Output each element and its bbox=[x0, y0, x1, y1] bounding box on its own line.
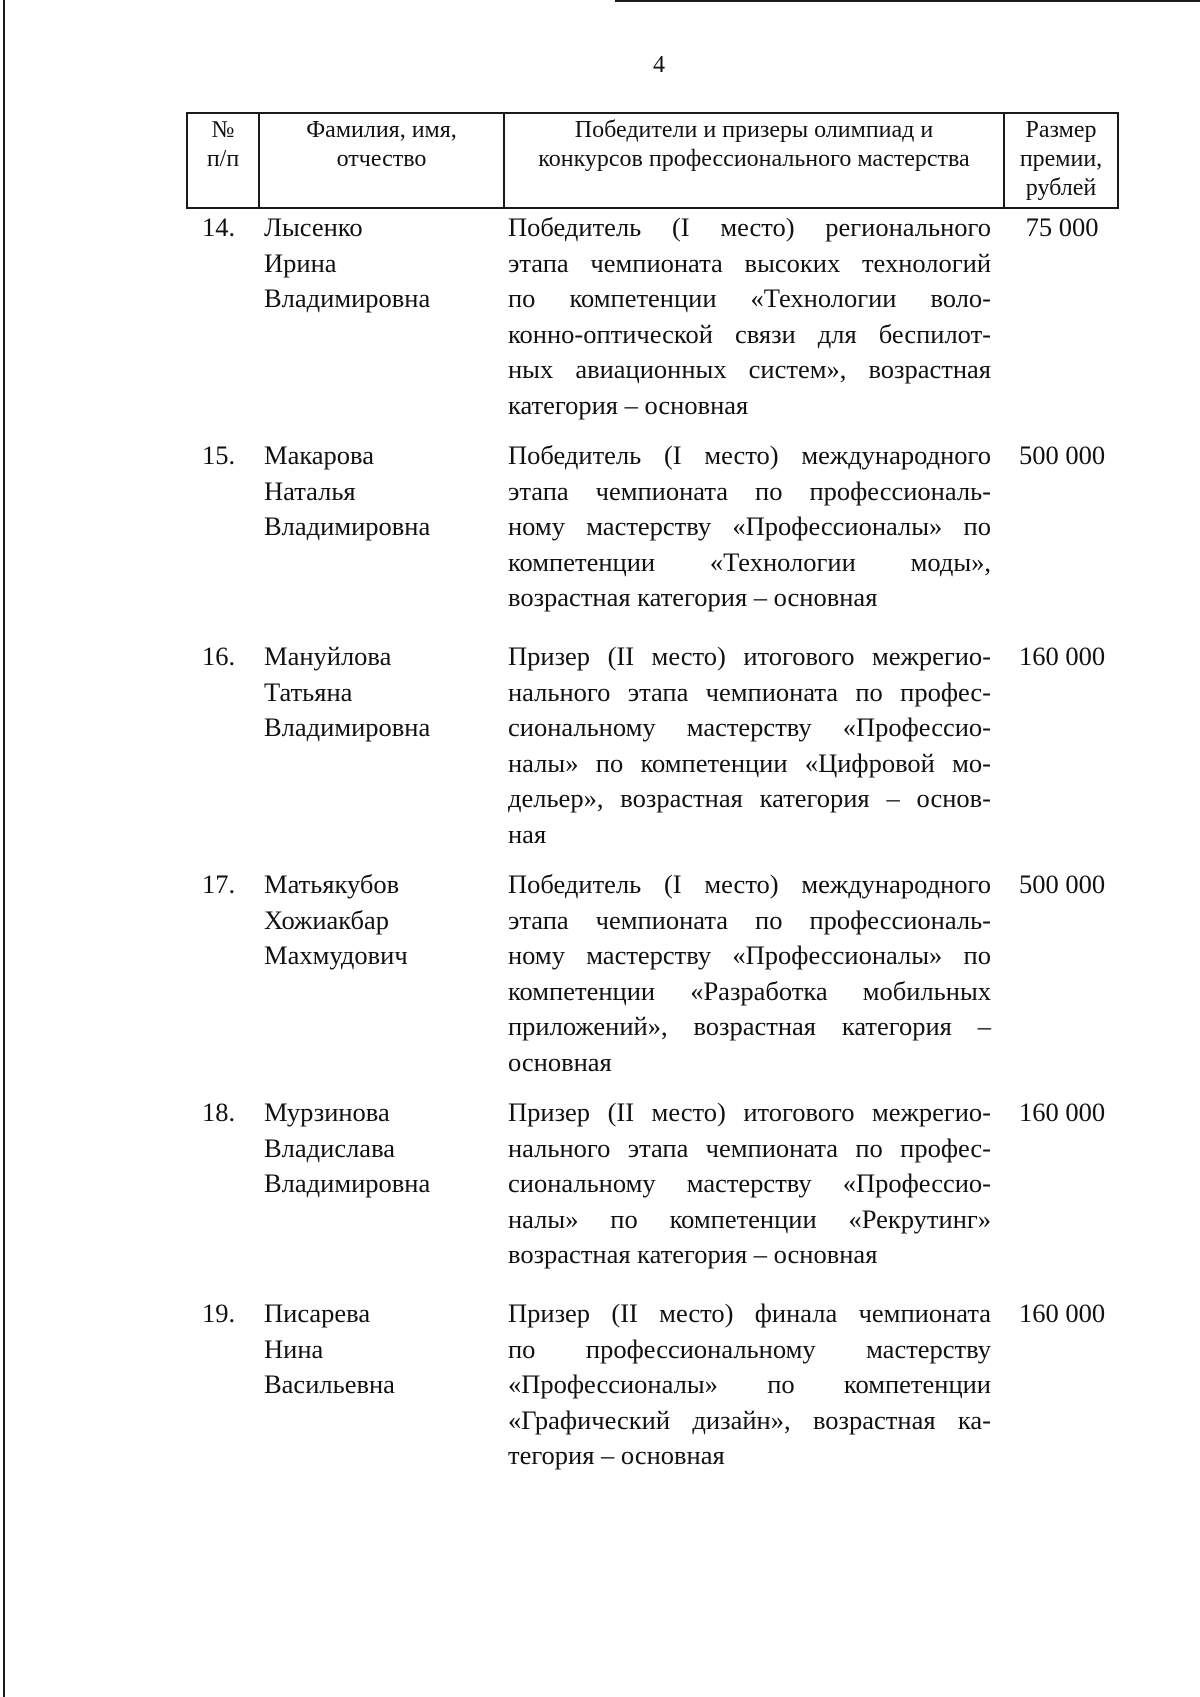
row-award-amount: 500 000 bbox=[1018, 869, 1106, 899]
header-number bbox=[187, 113, 259, 208]
name-line: Матьякубов bbox=[264, 869, 400, 899]
achievement-line: Призер (II место) итогового межрегио- bbox=[508, 641, 991, 671]
achievement-line: тегория – основная bbox=[508, 1440, 725, 1470]
achievement-line: сиональному мастерству «Профессио- bbox=[508, 712, 991, 742]
achievement-line: конно-оптической связи для беспилот- bbox=[508, 318, 991, 349]
row-number: 14. bbox=[202, 212, 236, 242]
name-line: Хожиакбар bbox=[264, 904, 390, 935]
achievement-line: нального этапа чемпионата по профес- bbox=[508, 1132, 991, 1163]
achievement-line: возрастная категория – основная bbox=[508, 582, 878, 612]
table-header bbox=[186, 112, 1119, 209]
row-number: 15. bbox=[202, 440, 236, 470]
name-line: Писарева bbox=[264, 1298, 371, 1328]
row-number: 19. bbox=[202, 1298, 236, 1328]
achievement-line: компетенции «Разработка мобильных bbox=[508, 975, 991, 1006]
name-line: Махмудович bbox=[264, 940, 408, 970]
row-number: 17. bbox=[202, 869, 236, 899]
header-name bbox=[259, 113, 504, 208]
achievement-line: дельер», возрастная категория – основ- bbox=[508, 783, 991, 813]
achievement-line: Победитель (I место) регионального bbox=[508, 212, 991, 242]
name-line: Нина bbox=[264, 1333, 324, 1364]
achievement-line: нального этапа чемпионата по профес- bbox=[508, 676, 991, 707]
scan-left-edge bbox=[3, 0, 5, 1697]
row-award-amount: 160 000 bbox=[1018, 1298, 1106, 1328]
row-award-amount: 160 000 bbox=[1018, 641, 1106, 671]
scan-top-edge bbox=[615, 0, 1200, 2]
achievement-line: ных авиационных систем», возрастная bbox=[508, 354, 991, 384]
row-achievement bbox=[508, 1095, 991, 1273]
achievement-line: этапа чемпионата по профессиональ- bbox=[508, 904, 991, 935]
header-achievement-line: Победители и призеры олимпиад и bbox=[574, 117, 934, 143]
achievement-line: возрастная категория – основная bbox=[508, 1239, 878, 1269]
table-header-row bbox=[187, 113, 1118, 208]
header-amount-line: Размер bbox=[1025, 117, 1097, 143]
achievement-line: приложений», возрастная категория – bbox=[508, 1011, 991, 1041]
achievement-line: Победитель (I место) международного bbox=[508, 869, 991, 899]
row-number: 18. bbox=[202, 1097, 236, 1127]
header-amount-line: рублей bbox=[1025, 175, 1097, 201]
achievement-line: категория – основная bbox=[508, 389, 749, 420]
achievement-line: «Профессионалы» по компетенции bbox=[508, 1369, 991, 1399]
achievement-line: ному мастерству «Профессионалы» по bbox=[508, 940, 991, 970]
name-line: Васильевна bbox=[264, 1369, 395, 1399]
achievement-line: Победитель (I место) международного bbox=[508, 440, 991, 470]
header-amount bbox=[1004, 113, 1118, 208]
achievement-line: налы» по компетенции «Цифровой мо- bbox=[508, 747, 991, 778]
name-line: Мурзинова bbox=[264, 1097, 390, 1127]
achievement-line: ному мастерству «Профессионалы» по bbox=[508, 511, 991, 541]
achievement-line: этапа чемпионата по профессиональ- bbox=[508, 475, 991, 506]
row-full-name bbox=[264, 639, 504, 746]
row-award-amount: 500 000 bbox=[1018, 440, 1106, 470]
achievement-line: по компетенции «Технологии воло- bbox=[508, 283, 991, 313]
row-achievement bbox=[508, 867, 991, 1080]
name-line: Татьяна bbox=[264, 676, 353, 707]
name-line: Владимировна bbox=[264, 283, 431, 313]
achievement-line: по профессиональному мастерству bbox=[508, 1333, 991, 1364]
name-line: Наталья bbox=[264, 475, 356, 506]
row-award-amount: 75 000 bbox=[1025, 212, 1099, 242]
row-achievement bbox=[508, 639, 991, 852]
achievement-line: ная bbox=[508, 818, 547, 849]
row-achievement bbox=[508, 210, 991, 423]
header-achievement-line: конкурсов профессионального мастерства bbox=[538, 146, 970, 172]
header-amount-line: премии, bbox=[1019, 146, 1103, 172]
achievement-line: налы» по компетенции «Рекрутинг» bbox=[508, 1203, 991, 1234]
achievement-line: компетенции «Технологии моды», bbox=[508, 546, 991, 577]
row-full-name bbox=[264, 1095, 504, 1202]
achievement-line: основная bbox=[508, 1046, 612, 1077]
header-number-line: № bbox=[211, 117, 235, 143]
achievement-line: сиональному мастерству «Профессио- bbox=[508, 1168, 991, 1198]
row-full-name bbox=[264, 438, 504, 545]
name-line: Ирина bbox=[264, 247, 337, 278]
row-full-name bbox=[264, 867, 504, 974]
header-name-line: Фамилия, имя, bbox=[306, 117, 457, 143]
page-number: 4 bbox=[653, 52, 665, 78]
header-number-line: п/п bbox=[206, 146, 240, 172]
row-achievement bbox=[508, 1296, 991, 1474]
achievement-line: Призер (II место) итогового межрегио- bbox=[508, 1097, 991, 1127]
row-full-name bbox=[264, 1296, 504, 1403]
name-line: Макарова bbox=[264, 440, 374, 470]
achievement-line: этапа чемпионата высоких технологий bbox=[508, 247, 991, 278]
name-line: Мануйлова bbox=[264, 641, 392, 671]
achievement-line: «Графический дизайн», возрастная ка- bbox=[508, 1404, 991, 1435]
name-line: Владимировна bbox=[264, 511, 431, 541]
row-full-name bbox=[264, 210, 504, 317]
header-name-line: отчество bbox=[336, 146, 427, 172]
row-achievement bbox=[508, 438, 991, 616]
achievement-line: Призер (II место) финала чемпионата bbox=[508, 1298, 991, 1328]
row-award-amount: 160 000 bbox=[1018, 1097, 1106, 1127]
header-achievement bbox=[504, 113, 1004, 208]
name-line: Владимировна bbox=[264, 1168, 431, 1198]
name-line: Лысенко bbox=[264, 212, 363, 242]
row-number: 16. bbox=[202, 641, 236, 671]
name-line: Владислава bbox=[264, 1132, 395, 1163]
name-line: Владимировна bbox=[264, 712, 431, 742]
